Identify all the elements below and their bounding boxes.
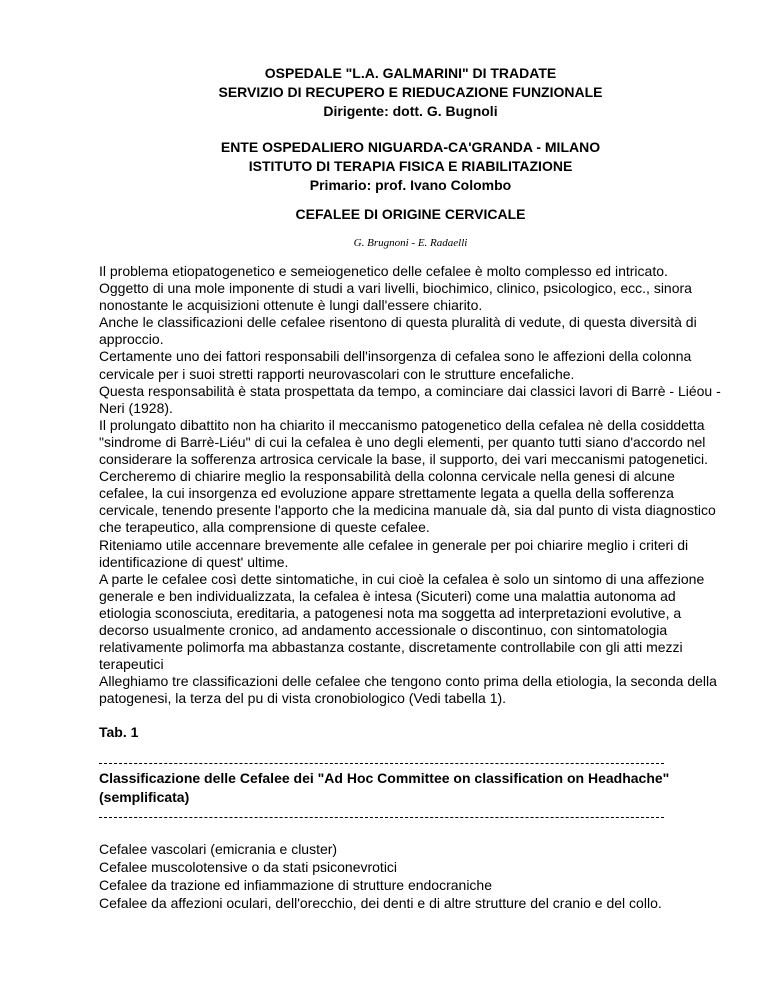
hospital-name: OSPEDALE "L.A. GALMARINI" DI TRADATE (264, 65, 557, 81)
list-item: Cefalee da affezioni oculari, dell'orecchio, dei denti e di altre strutture del cranio e del collo. (99, 895, 662, 911)
paragraph: A parte le cefalee così dette sintomatiche, in cui cioè la cefalea è solo un sintomo di una affezione generale e ben individualizzata, la cefalea è intesa (Sicuteri) come una malattia autonoma ad etiologia sconosciuta, ereditaria, a patogenesi nota ma soggetta ad interpretazioni evolutive, a decorso usualmente cronico, ad andamento accessionale o discontinuo, con sintomatologia relativamente polimorfa ma abbastanza costante, discretamente controllabile con gli atti mezzi terapeutici (99, 570, 705, 673)
list-item: Cefalee da trazione ed infiammazione di strutture endocraniche (99, 877, 493, 893)
table-title: Classificazione delle Cefalee dei "Ad Hoc Committee on classification on Headhache" (semplificata) (99, 770, 670, 805)
article-body (99, 263, 722, 707)
paragraph: Anche le classificazioni delle cefalee risentono di questa pluralità di vedute, di questa diversità di approccio. (99, 314, 697, 348)
hospital-header-milano (99, 138, 722, 195)
table-list (99, 840, 722, 912)
paragraph: Il problema etiopatogenetico e semeiogenetico delle cefalee è molto complesso ed intricato. (99, 263, 668, 279)
article-title: CEFALEE DI ORIGINE CERVICALE (295, 206, 526, 222)
hospital-header-tradate (99, 64, 722, 121)
paragraph: Riteniamo utile accennare brevemente alle cefalee in generale per poi chiarire meglio i criteri di identificazione di quest' ultime. (99, 536, 689, 570)
paragraph: Oggetto di una mole imponente di studi a vari livelli, biochimico, clinico, psicologico, ecc., sinora nonostante le acquisizioni ottenute è lungi dall'essere chiarito. (99, 280, 692, 314)
paragraph: Questa responsabilità è stata prospettata da tempo, a cominciare dai classici lavori di Barrè - Liéou - Neri (1928). (99, 382, 721, 416)
table-divider-bottom (99, 817, 664, 818)
director-line: Dirigente: dott. G. Bugnoli (323, 103, 498, 119)
article-authors: G. Brugnoni - E. Radaelli (353, 237, 468, 249)
entity-name: ENTE OSPEDALIERO NIGUARDA-CA'GRANDA - MILANO (220, 139, 601, 155)
paragraph: Alleghiamo tre classificazioni delle cefalee che tengono conto prima della etiologia, la seconda della patogenesi, la terza del pu di vista cronobiologico (Vedi tabella 1). (99, 673, 717, 707)
list-item: Cefalee muscolotensive o da stati psiconevrotici (99, 859, 398, 875)
institute-name: ISTITUTO DI TERAPIA FISICA E RIABILITAZIONE (248, 158, 573, 174)
list-item: Cefalee vascolari (emicrania e cluster) (99, 841, 338, 857)
primary-line: Primario: prof. Ivano Colombo (309, 177, 512, 193)
table-divider-top (99, 763, 664, 764)
paragraph: Il prolungato dibattito non ha chiarito il meccanismo patogenetico della cefalea nè della cosiddetta "sindrome di Barrè-Liéu" di cui la cefalea è uno degli elementi, per quanto tutti siano d'accordo nel considerare la sofferenza artrosica cervicale la base, il supporto, dei vari meccanismi patogenetici. (99, 416, 709, 468)
paragraph: Certamente uno dei fattori responsabili dell'insorgenza di cefalea sono le affezioni della colonna cervicale per i suoi stretti rapporti neurovascolari con le strutture encefaliche. (99, 348, 692, 382)
paragraph: Cercheremo di chiarire meglio la responsabilità della colonna cervicale nella genesi di alcune cefalee, la cui insorgenza ed evoluzione appare strettamente legata a quella della sofferenza cervicale, tenendo presente l'apporto che la medicina manuale dà, sia dal punto di vista diagnostico che terapeutico, alla comprensione di queste cefalee. (99, 468, 716, 536)
service-name: SERVIZIO DI RECUPERO E RIEDUCAZIONE FUNZIONALE (218, 84, 603, 100)
table-label: Tab. 1 (99, 724, 139, 740)
